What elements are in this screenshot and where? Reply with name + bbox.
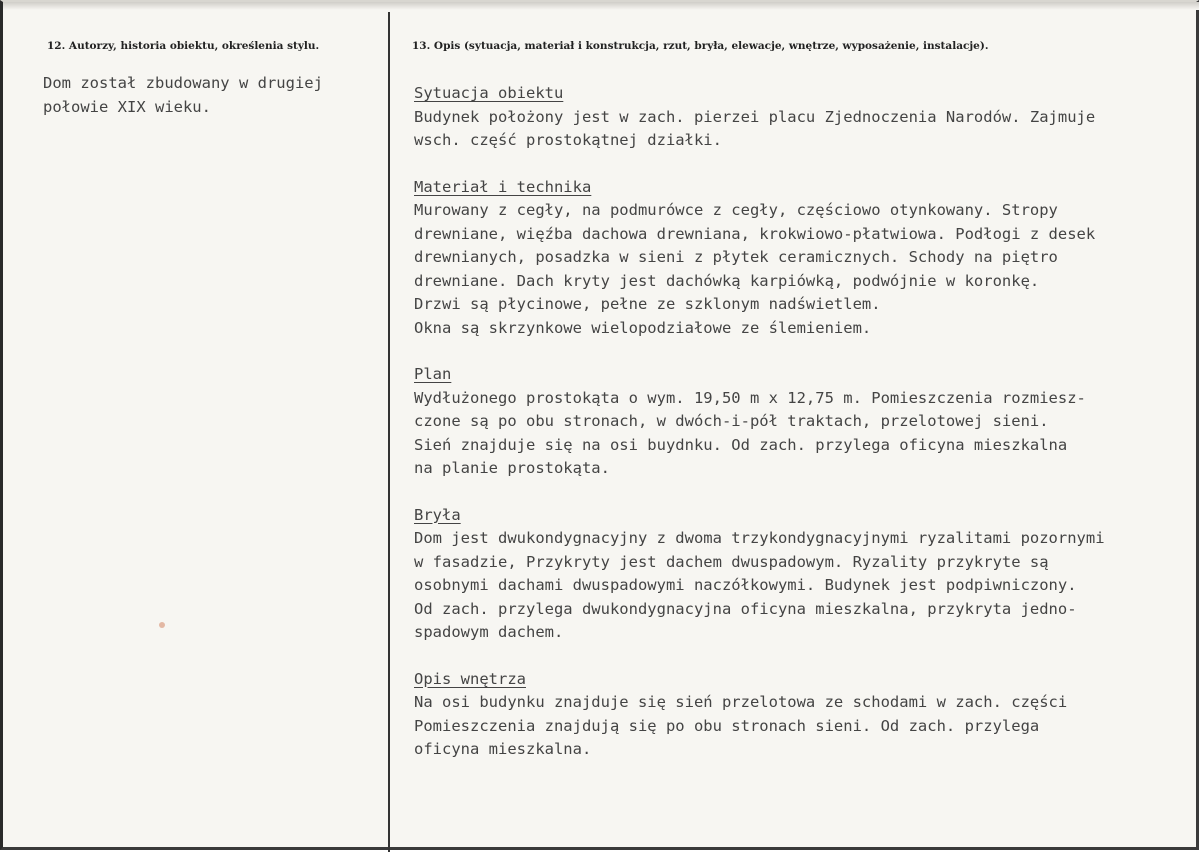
section-line: Drzwi są płycinowe, pełne ze szklonym nadświetlem.	[414, 295, 881, 313]
section-line: drewniane, więźba dachowa drewniana, krokwiowo-płatwiowa. Podłogi z desek	[414, 224, 1096, 243]
section-title: Sytuacja obiektu	[414, 84, 564, 102]
section-line: Murowany z cegły, na podmurówce z cegły, częściowo otynkowany. Stropy	[414, 201, 1058, 219]
section-line: Dom jest dwukondygnacyjny z dwoma trzykondygnacyjnymi ryzalitami pozornymi	[414, 529, 1105, 547]
section-line: na planie prostokąta.	[414, 459, 610, 477]
section-material	[414, 176, 1184, 341]
section-massing	[414, 504, 1184, 645]
section-line: wsch. część prostokątnej działki.	[414, 131, 722, 149]
history-line: Dom został zbudowany w drugiej	[43, 74, 323, 92]
section-line: Na osi budynku znajduje się sień przelotowa ze schodami w zach. części	[414, 693, 1068, 711]
left-column-header: 12. Autorzy, historia obiektu, określenia stylu.	[47, 40, 320, 52]
description-text	[414, 82, 1184, 785]
right-column-header: 13. Opis (sytuacja, materiał i konstrukcja, rzut, bryła, elewacje, wnętrze, wyposażenie, instalacje).	[412, 40, 989, 52]
section-line: czone są po obu stronach, w dwóch-i-pół traktach, przelotowej sieni.	[414, 412, 1049, 430]
history-text	[43, 72, 373, 119]
section-situation	[414, 82, 1184, 153]
section-line: Okna są skrzynkowe wielopodziałowe ze ślemieniem.	[414, 318, 872, 337]
section-interior	[414, 668, 1184, 762]
section-plan	[414, 363, 1184, 481]
section-line: Od zach. przylega dwukondygnacyjna oficyna mieszkalna, przykryta jedno-	[414, 599, 1077, 618]
paper-stain	[159, 622, 165, 628]
section-line: drewnianych, posadzka w sieni z płytek ceramicznych. Schody na piętro	[414, 248, 1058, 266]
history-line: połowie XIX wieku.	[43, 97, 211, 116]
section-line: drewniane. Dach kryty jest dachówką karpiówką, podwójnie w koronkę.	[414, 271, 1040, 290]
section-line: Sień znajduje się na osi buydnku. Od zach. przylega oficyna mieszkalna	[414, 435, 1068, 454]
section-line: w fasadzie, Przykryty jest dachem dwuspadowym. Ryzality przykryte są	[414, 552, 1049, 571]
section-title: Plan	[414, 365, 452, 383]
top-edge-shadow	[3, 2, 1199, 10]
section-title: Materiał i technika	[414, 177, 592, 196]
column-divider	[388, 12, 390, 852]
section-title: Opis wnętrza	[414, 669, 526, 688]
section-line: Budynek położony jest w zach. pierzei placu Zjednoczenia Narodów. Zajmuje	[414, 107, 1096, 126]
section-line: spadowym dachem.	[414, 623, 564, 641]
section-line: Wydłużonego prostokąta o wym. 19,50 m x 12,75 m. Pomieszczenia rozmiesz-	[414, 388, 1086, 407]
section-line: Pomieszczenia znajdują się po obu stronach sieni. Od zach. przylega	[414, 716, 1040, 735]
section-line: oficyna mieszkalna.	[414, 740, 592, 758]
section-line: osobnymi dachami dwuspadowymi naczółkowymi. Budynek jest podpiwniczony.	[414, 576, 1077, 594]
section-title: Bryła	[414, 505, 461, 524]
